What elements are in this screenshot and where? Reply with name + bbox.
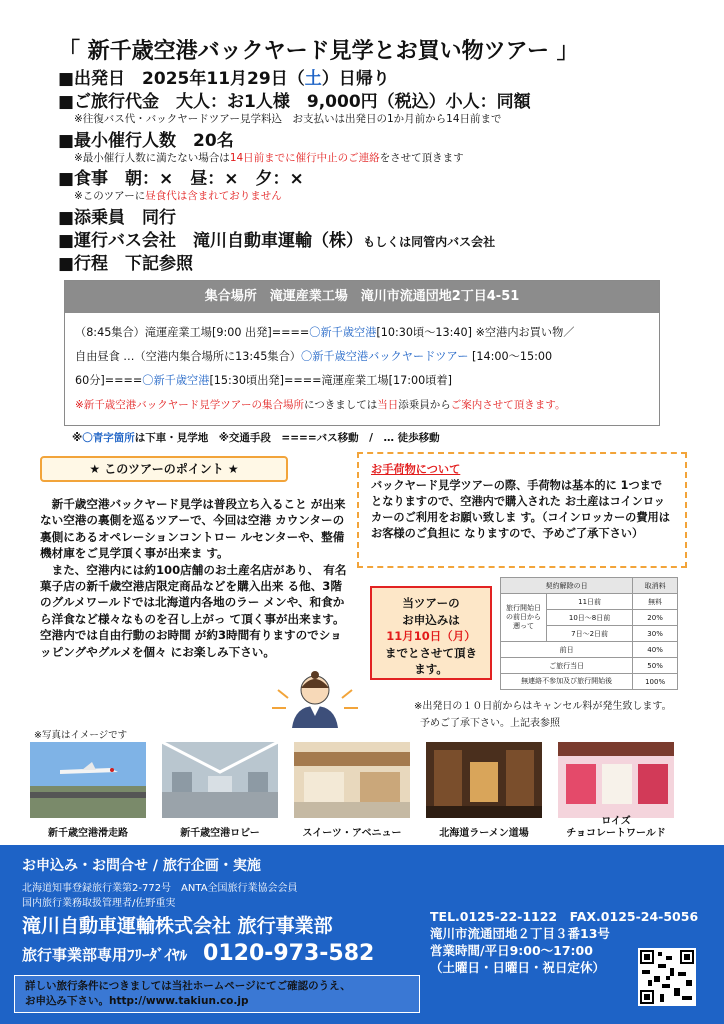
- itinerary-legend: ※〇青字箇所は下車・見学地 ※交通手段 ====バス移動 / … 徒歩移動: [72, 432, 440, 444]
- staff-illustration: [270, 668, 360, 728]
- footer-terms-note: 詳しい旅行条件につきましては当社ホームページにてご確認のうえ、 お申込み下さい。http://www.takiun.co.jp: [14, 975, 420, 1013]
- runway-photo: [30, 742, 146, 818]
- min-participants: ■最小催行人数 20名: [58, 131, 234, 151]
- closed-days: （土曜日・日曜日・祝日定休）: [430, 960, 606, 975]
- baggage-title: お手荷物について: [371, 463, 461, 476]
- caption-lobby: 新千歳空港ロビー: [180, 828, 260, 839]
- business-hours: 営業時間/平日9:00～17:00: [430, 943, 593, 958]
- tel-fax: TEL.0125-22-1122 FAX.0125-24-5056: [430, 909, 699, 924]
- min-note: ※最小催行人数に満たない場合は14日前までに催行中止のご連絡をさせて頂きます: [74, 152, 464, 164]
- footer-heading: お申込み・お問合せ / 旅行企画・実施: [22, 858, 261, 874]
- sweets-avenue-photo: [294, 742, 410, 818]
- application-deadline: 当ツアーの お申込みは 11月10日（月） までとさせて頂き ます。: [370, 586, 492, 680]
- escort: ■添乗員 同行: [58, 208, 177, 228]
- cancel-fee-note: ※出発日の１０日前からはキャンセル料が発生致します。: [414, 701, 672, 712]
- meals: ■食事 朝：× 昼：× 夕：×: [58, 169, 304, 189]
- baggage-notice: [357, 452, 687, 568]
- tour-price: ■ご旅行代金 大人：お1人様 9,000円（税込）小人：同額: [58, 92, 531, 112]
- caption-sweets: スイーツ・アベニュー: [302, 828, 402, 839]
- itinerary-box: [64, 280, 660, 426]
- address: 滝川市流通団地２丁目３番13号: [430, 926, 610, 941]
- qr-code-icon[interactable]: [638, 948, 696, 1006]
- bus-company: ■運行バス会社 滝川自動車運輸（株）もしくは同管内バス会社: [58, 231, 496, 251]
- caption-royce: ロイズ: [601, 816, 631, 827]
- royce-chocolate-world-photo: [558, 742, 674, 818]
- free-dial: 旅行事業部専用ﾌﾘｰﾀﾞｲﾔﾙ 0120-973-582: [22, 941, 375, 966]
- meeting-place-header: 集合場所 滝運産業工場 滝川市流通団地2丁目4-51: [65, 281, 659, 313]
- meal-note: ※このツアーに昼食代は含まれておりません: [74, 190, 282, 202]
- lobby-photo: [162, 742, 278, 818]
- page-title: 「 新千歳空港バックヤード見学とお買い物ツアー 」: [58, 39, 579, 64]
- tour-points-title: ★ このツアーのポイント ★: [40, 456, 288, 482]
- itinerary-body: （8:45集合）滝運産業工場[9:00 出発]====〇新千歳空港[10:30頃～13:40] ※空港内お買い物／ 自由昼食 …（空港内集合場所に13:45集合）〇新千歳空港バックヤードツアー [14:00～15:00 60分]====〇新千歳空港[15:30頃出発]====滝運産業工場[17:00頃着] ※新千歳空港バックヤード見学ツアーの集合場所につきましては当日添乗員からご案内させて頂きます。: [75, 326, 575, 411]
- photo-disclaimer: ※写真はイメージです: [34, 730, 128, 741]
- ramen-dojo-photo: [426, 742, 542, 818]
- price-note: ※往復バス代・バックヤードツアー見学料込 お支払いは出発日の1か月前から14日前まで: [74, 113, 502, 125]
- caption-chocolate-world: チョコレートワールド: [566, 828, 666, 839]
- departure-date: ■出発日 2025年11月29日（土）日帰り: [58, 69, 390, 89]
- itinerary-label: ■行程 下記参照: [58, 254, 194, 274]
- company-name: 滝川自動車運輸株式会社 旅行事業部: [22, 915, 333, 937]
- caption-runway: 新千歳空港滑走路: [48, 828, 128, 839]
- baggage-body: バックヤード見学ツアーの際、手荷物は基本的に 1つまでとなりますので、空港内で購入された お土産はコインロッカーのご利用をお願い致しま す。（コインロッカーの費用はお客様のご負担に なりますので、予めご了承下さい）: [371, 479, 670, 540]
- cancel-fee-note-2: 予めご了承下さい。上記表参照: [420, 718, 560, 729]
- cancellation-table: 契約解除の日 取消料 旅行開始日の前日から遡って 11日前 無料 10日～8日前 20% 7日～2日前 30% 前日 40% ご旅行当日 50% 無連絡不参加及び旅行開始後 100%: [500, 577, 678, 690]
- tour-points-body: 新千歳空港バックヤード見学は普段立ち入ること が出来ない空港の裏側を巡るツアーで、今回は空港 カウンターの裏側にあるオペレーションコントロー ルセンターや、整備機材庫をご見学頂く事が出来ま す。 また、空港内には約100店舗のお土産名店があり、 有名菓子店の新千歳空港店限定商品などを購入出来 る他、3階のグルメワールドでは北海道内各地のラー メンや、和食から洋食など様々なものを召し上がっ て頂く事が出来ます。空港内では自由行動のお時間 が約3時間有りますのでショッピングやグルメを個々 にお楽しみ下さい。: [40, 497, 347, 659]
- manager-info: 国内旅行業務取扱管理者/佐野重実: [22, 898, 176, 909]
- caption-ramen: 北海道ラーメン道場: [439, 828, 529, 839]
- license-info: 北海道知事登録旅行業第2-772号 ANTA全国旅行業協会会員: [22, 883, 298, 894]
